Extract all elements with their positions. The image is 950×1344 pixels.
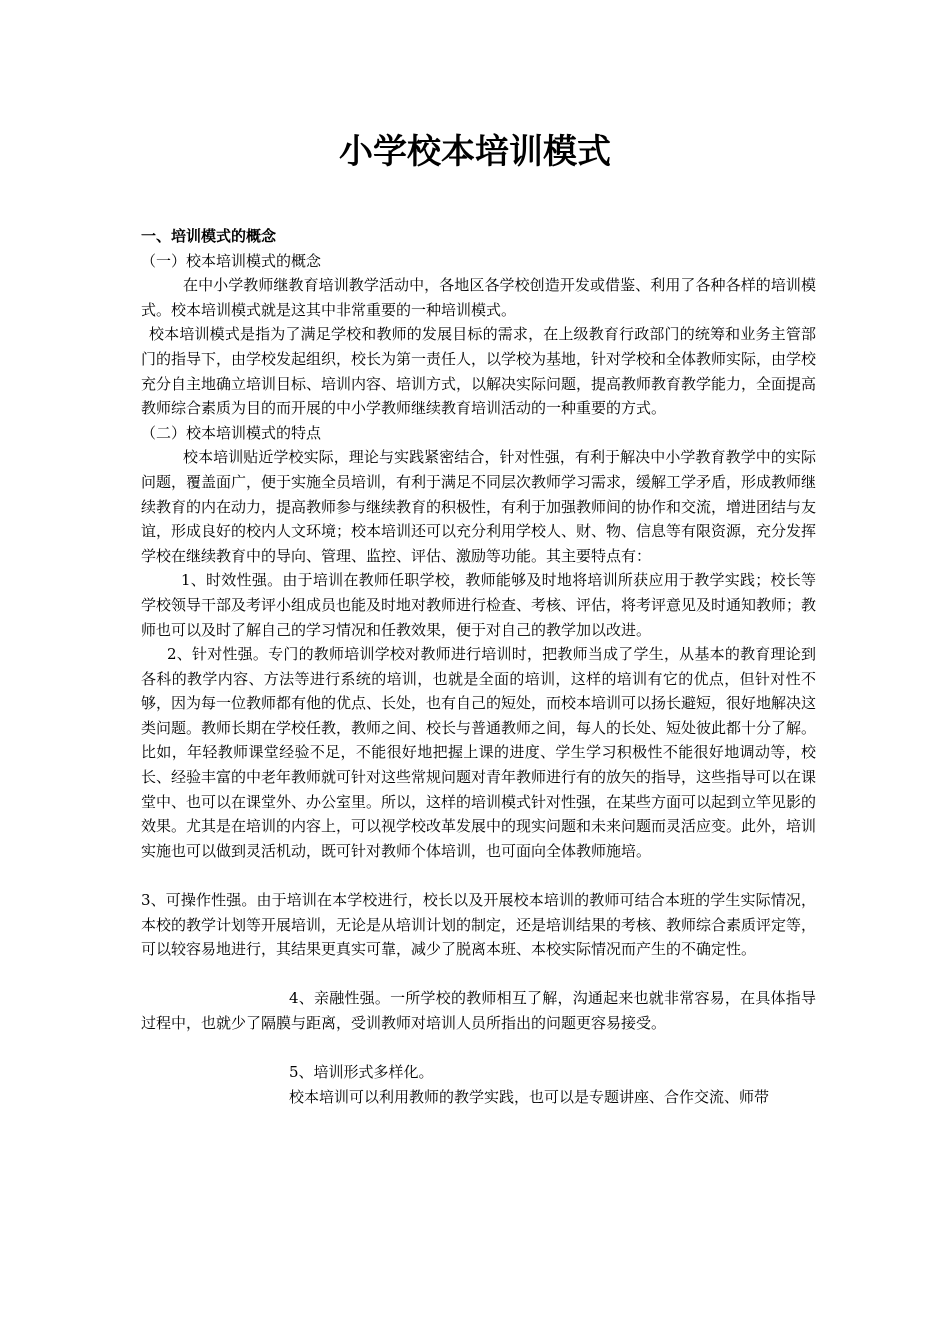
document-body (141, 224, 816, 1109)
spacer (141, 1036, 816, 1061)
spacer (141, 863, 816, 888)
paragraph: 在中小学教师继教育培训教学活动中，各地区各学校创造开发或借鉴、利用了各种各样的培训模式。校本培训模式就是这其中非常重要的一种培训模式。 (141, 276, 816, 319)
list-item: 2、针对性强。专门的教师培训学校对教师进行培训时，把教师当成了学生，从基本的教育理论到各科的教学内容、方法等进行系统的培训，也就是全面的培训，这样的培训有它的优点，但针对性不够，因为每一位教师都有他的优点、长处，也有自己的短处，而校本培训可以扬长避短，很好地解决这类问题。教师长期在学校任教，教师之间、校长与普通教师之间，每人的长处、短处彼此都十分了解。比如，年轻教师课堂经验不足，不能很好地把握上课的进度、学生学习积极性不能很好地调动等，校长、经验丰富的中老年教师就可针对这些常规问题对青年教师进行有的放矢的指导，这些指导可以在课堂中、也可以在课堂外、办公室里。所以，这样的培训模式针对性强，在某些方面可以起到立竿见影的效果。尤其是在培训的内容上，可以视学校改革发展中的现实问题和未来问题而灵活应变。此外，培训实施也可以做到灵活机动，既可针对教师个体培训，也可面向全体教师施培。 (141, 645, 817, 860)
spacer (141, 962, 816, 987)
paragraph: 校本培训模式是指为了满足学校和教师的发展目标的需求，在上级教育行政部门的统筹和业务主管部门的指导下，由学校发起组织，校长为第一责任人，以学校为基地，针对学校和全体教师实际，由学校充分自主地确立培训目标、培训内容、培训方式，以解决实际问题，提高教师教育教学能力，全面提高教师综合素质为目的而开展的中小学教师继续教育培训活动的一种重要的方式。 (141, 325, 817, 418)
list-item: 3、可操作性强。由于培训在本学校进行，校长以及开展校本培训的教师可结合本班的学生实际情况，本校的教学计划等开展培训，无论是从培训计划的制定，还是培训结果的考核、教师综合素质评定等，可以较容易地进行，其结果更真实可靠，减少了脱离本班、本校实际情况而产生的不确定性。 (141, 891, 817, 959)
list-item: 4、亲融性强。一所学校的教师相互了解，沟通起来也就非常容易，在具体指导过程中，也就少了隔膜与距离，受训教师对培训人员所指出的问题更容易接受。 (141, 989, 816, 1032)
subsection-heading: （二）校本培训模式的特点 (141, 423, 322, 442)
paragraph: 校本培训贴近学校实际，理论与实践紧密结合，针对性强，有利于解决中小学教育教学中的实际问题，覆盖面广，便于实施全员培训，有利于满足不同层次教师学习需求，缓解工学矛盾，形成教师继续教育的内在动力，提高教师参与继续教育的积极性，有利于加强教师间的协作和交流，增进团结与友谊，形成良好的校内人文环境；校本培训还可以充分利用学校人、财、物、信息等有限资源，充分发挥学校在继续教育中的导向、管理、监控、评估、激励等功能。其主要特点有： (141, 448, 817, 565)
list-item: 1、时效性强。由于培训在教师任职学校，教师能够及时地将培训所获应用于教学实践；校长等学校领导干部及考评小组成员也能及时地对教师进行检查、考核、评估，将考评意见及时通知教师；教师也可以及时了解自己的学习情况和任教效果，便于对自己的教学加以改进。 (141, 571, 817, 639)
list-item: 5、培训形式多样化。 (289, 1063, 434, 1082)
section-heading: 一、培训模式的概念 (141, 227, 277, 245)
subsection-heading: （一）校本培训模式的概念 (141, 251, 322, 270)
paragraph: 校本培训可以利用教师的教学实践，也可以是专题讲座、合作交流、师带 (289, 1087, 770, 1106)
document-title: 小学校本培训模式 (339, 132, 611, 172)
